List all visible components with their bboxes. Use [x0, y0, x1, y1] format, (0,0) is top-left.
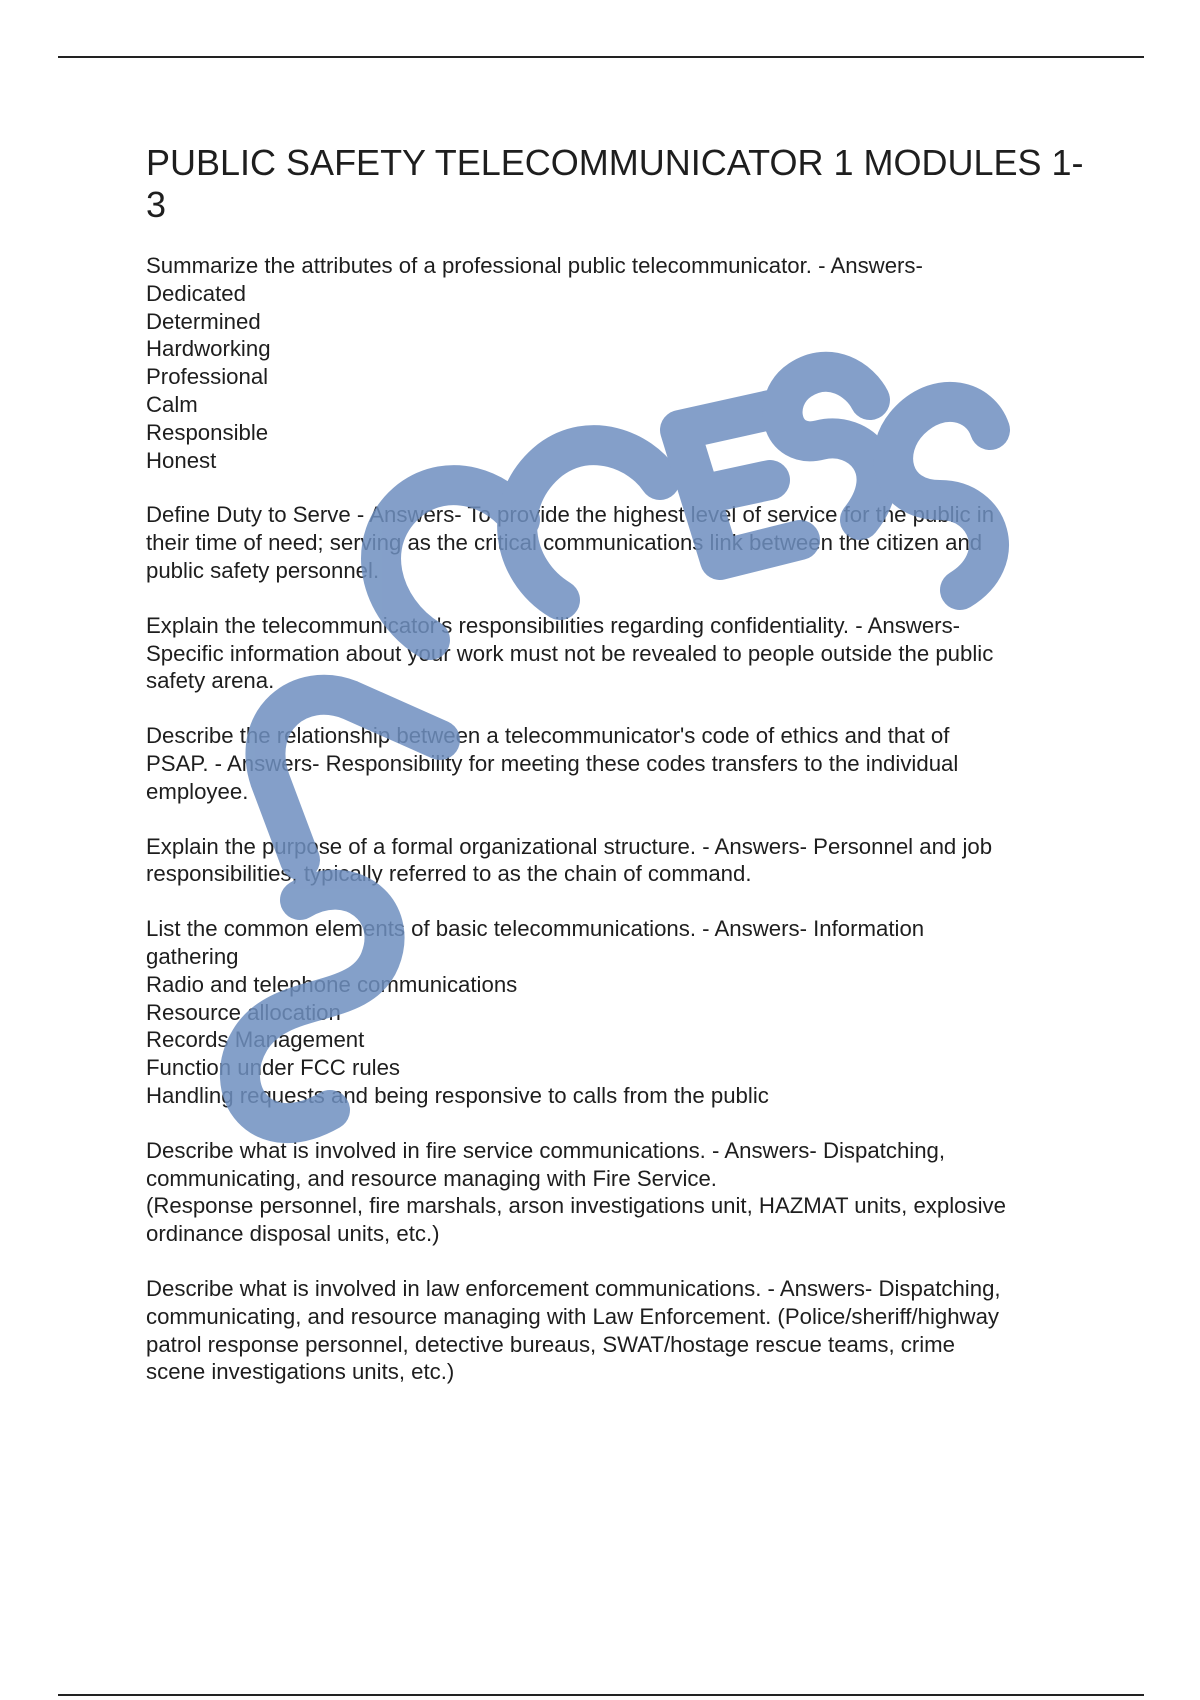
qa-question-line: Describe the relationship between a telecommunicator's code of ethics and that of: [146, 723, 950, 749]
qa-answer-line: Specific information about your work must not be revealed to people outside the public: [146, 640, 994, 666]
qa-question-line: List the common elements of basic telecommunications. - Answers- Information: [146, 916, 925, 942]
qa-answer-line: patrol response personnel, detective bureaus, SWAT/hostage rescue teams, crime: [146, 1331, 956, 1357]
qa-answer-line: Handling requests and being responsive to calls from the public: [146, 1082, 769, 1108]
qa-answer-line: communicating, and resource managing with Fire Service.: [146, 1165, 717, 1191]
qa-item: [146, 1137, 1096, 1248]
qa-answer-line: safety arena.: [146, 668, 275, 694]
qa-item: [146, 1275, 1096, 1386]
qa-answer-line: public safety personnel.: [146, 557, 380, 583]
top-rule: [58, 56, 1144, 58]
qa-answer-line: PSAP. - Answers- Responsibility for meeting these codes transfers to the individual: [146, 750, 959, 776]
qa-answer-line: communicating, and resource managing with Law Enforcement. (Police/sheriff/highway: [146, 1303, 1000, 1329]
qa-answer-line: Calm: [146, 391, 198, 417]
qa-answer-line: Responsible: [146, 419, 269, 445]
qa-answer-line: (Response personnel, fire marshals, arson investigations unit, HAZMAT units, explosive: [146, 1193, 1006, 1219]
qa-question-line: Describe what is involved in fire service communications. - Answers- Dispatching,: [146, 1137, 946, 1163]
qa-answer-line: employee.: [146, 778, 249, 804]
qa-item: [146, 612, 1096, 695]
qa-answer-line: Function under FCC rules: [146, 1055, 401, 1081]
qa-answer-line: Radio and telephone communications: [146, 971, 518, 997]
qa-answer-line: Dedicated: [146, 280, 246, 306]
qa-answer-line: Hardworking: [146, 336, 271, 362]
qa-answer-line: gathering: [146, 943, 239, 969]
qa-question-line: Summarize the attributes of a professional public telecommunicator. - Answers-: [146, 253, 923, 278]
qa-answer-line: Honest: [146, 447, 217, 473]
qa-item: [146, 722, 1096, 805]
qa-answer-line: Resource allocation: [146, 999, 341, 1025]
qa-item: [146, 501, 1096, 584]
qa-answer-line: Professional: [146, 364, 269, 390]
qa-answer-line: their time of need; serving as the critical communications link between the citizen and: [146, 530, 983, 556]
qa-item: [146, 252, 1096, 474]
qa-answer-line: scene investigations units, etc.): [146, 1359, 455, 1385]
bottom-rule: [58, 1694, 1144, 1696]
qa-answer-line: Determined: [146, 308, 261, 334]
qa-question-line: Define Duty to Serve - Answers- To provide the highest level of service for the public in: [146, 502, 995, 528]
qa-answer-line: responsibilities, typically referred to as the chain of command.: [146, 861, 752, 887]
qa-answer-line: ordinance disposal units, etc.): [146, 1221, 440, 1247]
qa-question-line: Describe what is involved in law enforcement communications. - Answers- Dispatching,: [146, 1275, 1001, 1301]
qa-list: [146, 252, 1096, 1386]
qa-question-line: Explain the purpose of a formal organizational structure. - Answers- Personnel and job: [146, 833, 993, 859]
qa-answer-line: Records Management: [146, 1027, 365, 1053]
qa-question-line: Explain the telecommunicator's responsibilities regarding confidentiality. - Answers-: [146, 612, 961, 638]
document-title: PUBLIC SAFETY TELECOMMUNICATOR 1 MODULES 1-3: [146, 142, 1084, 225]
document-body: [146, 142, 1096, 1413]
qa-item: [146, 833, 1096, 889]
qa-item: [146, 915, 1096, 1110]
